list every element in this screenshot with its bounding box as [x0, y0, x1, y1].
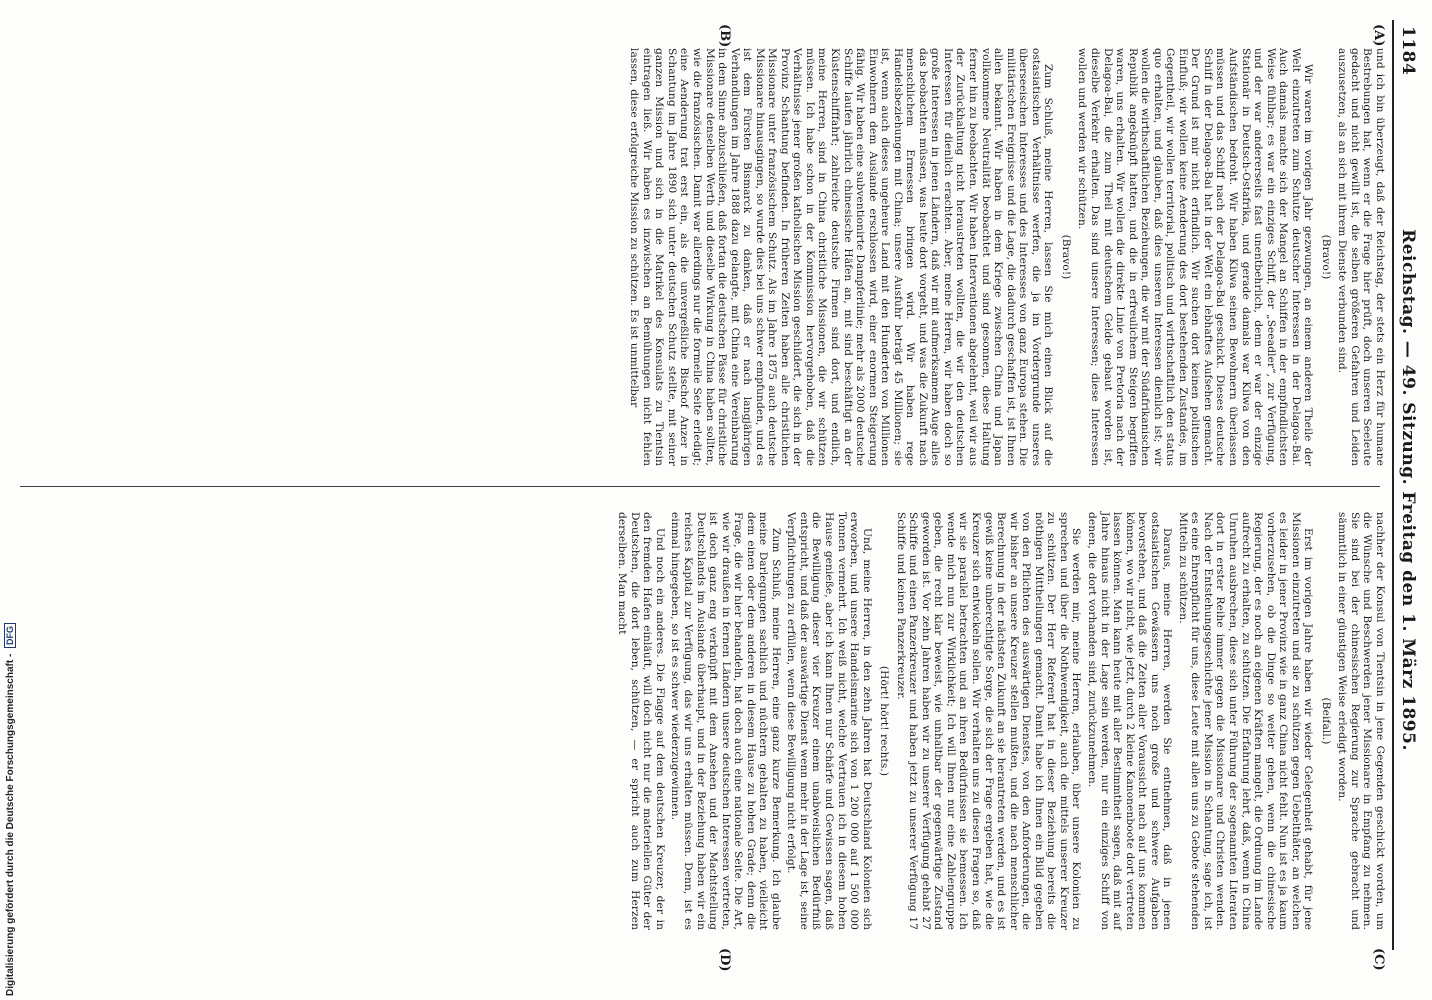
margin-marker-d: (D) — [717, 948, 732, 972]
margin-marker-c: (C) — [1371, 948, 1386, 971]
stage-direction: (Beifall.) — [1319, 697, 1332, 745]
stage-direction: (Bravo!) — [1319, 234, 1332, 280]
margin-marker-a: (A) — [1371, 24, 1386, 47]
dfg-logo: DFG — [4, 623, 16, 648]
paragraph: Zum Schluß, meine Herren, lassen Sie mich einen Blick auf die ostasiatischen Verhältnisse werfen, die ja im Vordergrunde unseres überseeischen Interesses und des Interesses von ganz Europa stehen. Die militärischen Ereignisse und die Lage, die dadurch geschaffen ist, ist Ihnen allen bekannt. Wir haben in dem Kriege zwischen China und Japan vollkommene Neutralität beobachtet und sind gesonnen, diese Haltung ferner hin zu beobachten. Wir haben Interventionen abgelehnt, weil wir aus der Zurückhaltung nicht heraustreten wollten, die wir den deutschen Interessen für dienlich erachten. Aber, meine Herren, wir haben doch so große Interessen in jenen Ländern, daß wir mit aufmerksamem Auge alles das beobachten müssen, was heute dort vorgeht, und was die Zukunft nach menschlichem Ermessen bringen wird. Wir haben rege Handelsbeziehungen mit China; unsere Ausfuhr beträgt 45 Millionen; sie ist, wenn auch dieses ungeheure Land mit den Hunderten von Millionen Einwohnern dem Auslande erschlossen wird, einer enormen Steigerung fähig. Wir haben eine subventionirte Dampferlinie; mehr als 2000 deutsche Schiffe laufen jährlich chinesische Häfen an, mit sind beschäftigt an der Küstenschifffahrt; zahlreiche deutsche Firmen sind dort, und endlich, meine Herren, sind in China christliche Missionen, die wir schützen müssen. Ich habe schon in der Kommission hervorgehoben, daß die Verhältnisse jener großen katholischen Mission geschildert, die sich in der Provinz Schantung befinden. In früheren Zeiten haben alle christlichen Missionare unter französischem Schutz. Als im Jahre 1875 auch deutsche Missionare hinausgingen, so wurde dies bei uns schwer empfunden, und es ist dem Fürsten Bismarck zu danken, daß er nach langjährigen Verhandlungen im Jahre 1888 dazu gelangte, mit China eine Vereinbarung in dem Sinne abzuschließen, daß fortan die deutschen Pässe für christliche Missionare denselben Werth und dieselbe Wirkung in China haben sollten, wie die französischen. Damit war allerdings nur die formelle Seite erledigt; eine Aenderung trat erst ein, als die unvergeßliche Bischof Anzer in Schantung im Jahre 1890 sich unter deutschen Schutz stellte, mit seiner ganzen Mission und sich in die Matrikel des Konsulats zu Tientsin eintragen ließ. Wir haben es inzwischen an Bemühungen nicht fehlen lassen, diese erfolgreiche Mission zu schützen. Es ist unmittelbar — [628, 48, 1055, 466]
paragraph: Und, meine Herren, in den zehn Jahren hat Deutschland Kolonien sich erworben, und unsere Handelsmarine sich von 1 200 000 auf 1 500 000 Tonnen vermehrt. Ich weiß nicht, welche Vertrauen ich in diesem hohen Hause genieße, aber ich kann Ihnen nur Schärfe und Gewissen sagen, daß die Bewilligung dieser vier Kreuzer einem unabweislichen Bedürfniß entspricht, und daß der auswärtige Dienst wenn mehr in der Lage ist, seine Verpflichtungen zu erfüllen, wenn diese Bewilligung nicht erfolgt. — [785, 512, 873, 930]
paragraph: Zum Schluß, meine Herren, eine ganz kurze Bemerkung. Ich glaube meine Darlegungen sachlich und nüchtern gehalten zu haben, vielleicht dem einen oder dem anderen in diesem Hause zu hohen Grade; denn die Frage, die wir hier behandeln, hat doch auch eine nationale Seite. Die Art, wie wir draußen in fernen Ländern unsere deutschen Interessen vertreten, ist doch ganz eng verknüpft mit dem Ansehen und der Machtstellung Deutschlands im Auslande überhaupt, und in der Beziehung haben wir ein reiches Kapital zur Verfügung, das wir uns erhalten müssen. Denn, ist es einmal hingegeben, so ist es schwer wiederzugewinnen. — [669, 512, 782, 930]
page-header — [1392, 20, 1418, 950]
left-column — [625, 48, 1386, 466]
margin-marker-b: (B) — [717, 24, 732, 48]
paragraph: nachher der Konsul von Tientsin in jene Gegenden geschickt worden, um die Wünsche und Beschwerden jener Missionare in Empfang zu nehmen. Sie sind bei der chinesischen Regierung zur Sprache gebracht und sämmtlich in einer günstigen Weise erledigt worden. — [1336, 512, 1386, 930]
paragraph: Daraus, meine Herren, werden Sie entnehmen, daß in jenen ostasiatischen Gewässern uns noch große und schwere Aufgaben bevorstehen, und daß die Zeiten aller Voraussicht nach auf uns kommen können, wo wir nicht, wie jetzt, durch 2 kleine Kanonenboote dort vertreten lassen können. Man kann heute mit aller Bestimmtheit sagen, daß mit auf Jahre hinaus nicht in der Lage sein werden, nur ein einziges Schiff von denen, die dort vorhanden sind, zurückzunehmen. — [1085, 512, 1174, 930]
credit-text: Digitalisierung gefördert durch die Deutsche Forschungsgemeinschaft - — [5, 653, 16, 996]
stage-direction: (Hört! hört! rechts.) — [878, 665, 891, 777]
session-heading: Reichstag. — 49. Sitzung. Freitag den 1. März 1895. — [1398, 229, 1418, 751]
column-divider — [20, 486, 1380, 487]
page-number: 1184 — [1398, 26, 1418, 76]
digitization-credit — [4, 623, 16, 996]
paragraph: Und noch ein anderes. Die Flagge auf dem deutschen Kreuzer, der in den fremden Hafen einläuft, will doch nicht nur die materiellen Güter der Deutschen, die dort leben, schützen, — er spricht auch zum Herzen derselben. Man macht — [616, 512, 666, 930]
paragraph: Wir waren im vorigen Jahr gezwungen, an einem anderen Theile der Welt einzutreten zum Schutze deutscher Interessen in der Delagoa-Bai. Auch damals machte sich der Mangel an Schiffen in der empfindlichsten Weise fühlbar; es war ein einziges Schiff, der „Seeadler“, zur Verfügung, und der war andererseits fast unentbehrlich, denn er war der einzige Stationär in Deutsch-Ostafrika, und gerade damals war Kilwa von den Aufständischen bedroht. Wir haben Kilwa seinen Bewohnern überlassen müssen und das Schiff nach der Delagoa-Bai geschickt. Dieses deutsche Schiff in der Delagoa-Bai hat in der Welt ein lebhaftes Aufsehen gemacht. Der Grund ist mir nicht erfindlich. Wir suchen dort keinen politischen Einfluß; wir wollen keine Aenderung des dort bestehenden Zustandes, im Gegentheil, wir wollen territorial, politisch und wirthschaftlich den status quo erhalten, und glauben, daß dies unseren Interessen dienlich ist; wir wollen die wirthschaftlichen Beziehungen, die wir mit der Südafrikanischen Republik angeknüpft hatten, und die in erfreulichem Steigen begriffen waren, uns erhalten. Wir wollen die direkte Linie von Pretoria nach der Delagoa-Bai, die zum Theil mit deutschem Gelde gebaut worden ist, dieselbe Verkehr erhalten. Das sind unsere Interessen; diese Interessen wollen und werden wir schützen. — [1076, 48, 1315, 466]
paragraph: und ich bin überzeugt, daß der Reichstag, der stets ein Herz für humane Bestrebungen hat, wenn er die Frage hier prüft, doch unseren Seeleute gedacht und nicht gewillt ist, die selben größeren Gefahren und Leiden auszusetzen, als an sich mit ihrem Dienste verbunden sind. — [1336, 48, 1386, 466]
paragraph: Sie werden mir, meine Herren, erlauben, über unsere Kolonien zu sprechen und über die Nothwendigkeit, auch die mittels unserer Kreuzer zu schützen. Der Herr Referent hat in dieser Beziehung bereits die nöthigen Mittheilungen gemacht. Damit habe ich Ihnen ein Bild gegeben von den Pflichten des auswärtigen Dienstes, von den Anforderungen, die wir bisher an unsere Kreuzer stellen mußten, und die nach menschlicher Berechnung in der nächsten Zukunft an sie herantreten werden, und es ist gewiß keine unberechtigte Sorge, die sich der Frage ergeben hat, wie die Kreuzer sich entwickeln sollen. Wir verhalten uns zu diesen Fragen so, daß wir sie parallel betrachten und an ihren Bedürfnissen sie bemessen. Ich wende mich nun zur Wirklichkeit; Ich will Ihnen nur eine Zahlengruppe geben, die recht klar beweist, wie unhaltbar der gegenwärtige Zustand geworden ist. Vor zehn Jahren haben wir zu unserer Verfügung gehabt 27 Schiffe und einen Panzerkreuzer und haben jetzt zu unserer Verfügung 17 Schiffe und keinen Panzerkreuzer. — [894, 512, 1083, 930]
right-column — [613, 512, 1386, 930]
paragraph: Erst im vorigen Jahre haben wir wieder Gelegenheit gehabt, für jene Missionen einzutreten und sie zu schützen gegen Uebelthäter, an welchen es leider in jener Provinz wie in ganz China nicht fehlt. Nun ist es ja kaum vorherzusehen, ob die Dinge so weiter gehen, wenn die chinesische Regierung, der es noch an eigenen Kräften mangelt, die Ordnung im Lande aufrecht zu erhalten, zu schützen. Die Erfahrung lehrt, daß, wenn in China Unruhen ausbrechen, diese sich unter Führung der sogenannten Literaten dort in erster Reihe immer gegen die Missionare und Christen wenden. Nach der Entstehungsgeschichte jener Mission in Schantung, sage ich, ist es eine Ehrenpflicht für uns, diese Leute mit allen uns zu Gebote stehenden Mitteln zu schützen. — [1176, 512, 1315, 930]
stage-direction: (Bravo!) — [1059, 234, 1072, 280]
